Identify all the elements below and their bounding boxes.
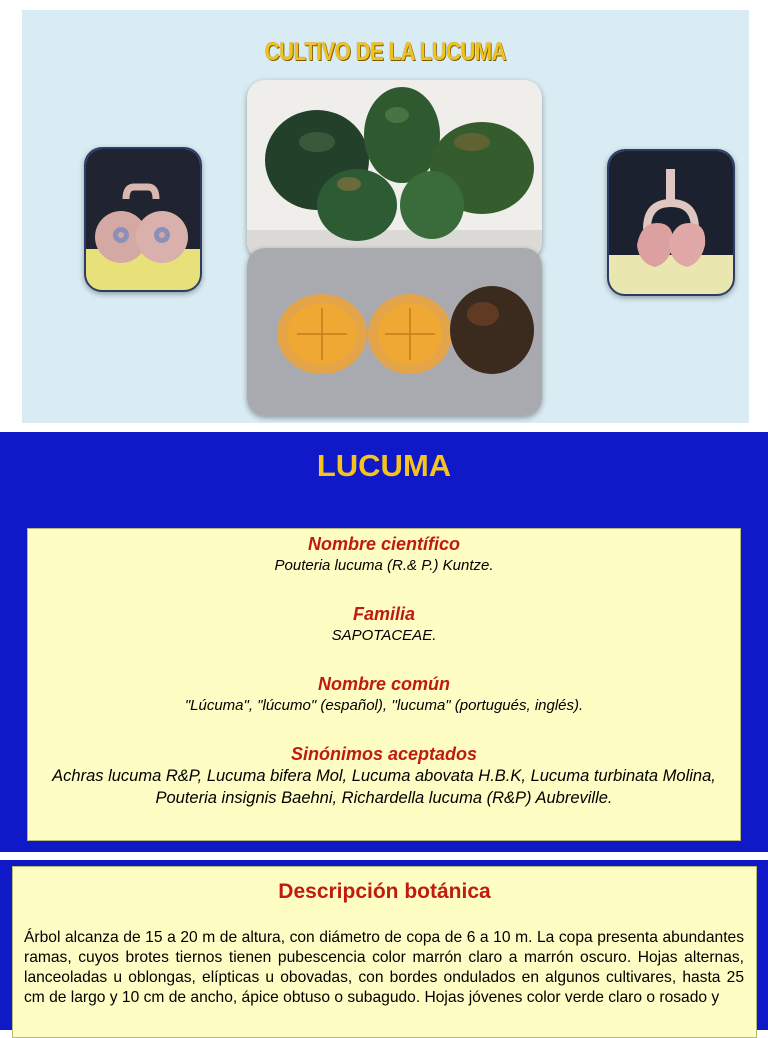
field-common-name <box>28 673 740 716</box>
field-family <box>28 603 740 646</box>
field-label: Sinónimos aceptados <box>290 744 478 764</box>
description-paragraph: Árbol alcanza de 15 a 20 m de altura, con diámetro de copa de 6 a 10 m. La copa presenta abundantes ramas, cuyos brotes tiernos tienen pubescencia color marrón claro a marrón oscuro. Hojas alternas, lanceoladas u oblongas, elípticas u obovadas, con bordes ondulados en algunos cultivares, hasta 25 cm de largo y 10 cm de ancho, ápice obtuso o subagudo. Hojas jóvenes color verde claro o rosado y <box>24 929 744 1006</box>
slide-cultivo <box>22 10 749 423</box>
slide-heading: LUCUMA <box>316 448 452 483</box>
taxonomy-box <box>27 528 741 841</box>
field-label: Nombre común <box>317 674 450 694</box>
field-label: Familia <box>352 604 416 624</box>
ceramic-vessel-left-photo <box>84 147 202 292</box>
slide-lucuma-taxonomy <box>0 432 768 852</box>
field-value: Pouteria lucuma (R.& P.) Kuntze. <box>274 557 494 574</box>
ceramic-vessel-right-photo <box>607 149 735 296</box>
slide-title: CULTIVO DE LA LUCUMA <box>264 38 507 66</box>
lucuma-halves-photo <box>247 248 542 416</box>
field-synonyms <box>28 743 740 809</box>
field-value: Achras lucuma R&P, Lucuma bifera Mol, Lucuma abovata H.B.K, Lucuma turbinata Molina, Pouteria insignis Baehni, Richardella lucuma (R&P) Aubreville. <box>52 767 716 807</box>
description-box <box>12 866 757 1038</box>
description-heading: Descripción botánica <box>278 880 491 903</box>
field-value: "Lúcuma", "lúcumo" (español), ''lucuma" (portugués, inglés). <box>184 697 584 714</box>
field-label: Nombre científico <box>307 534 461 554</box>
field-value: SAPOTACEAE. <box>331 627 437 644</box>
slide-botanical-description <box>0 860 768 1030</box>
lucuma-fruits-photo <box>247 80 542 260</box>
field-scientific-name <box>28 533 740 576</box>
